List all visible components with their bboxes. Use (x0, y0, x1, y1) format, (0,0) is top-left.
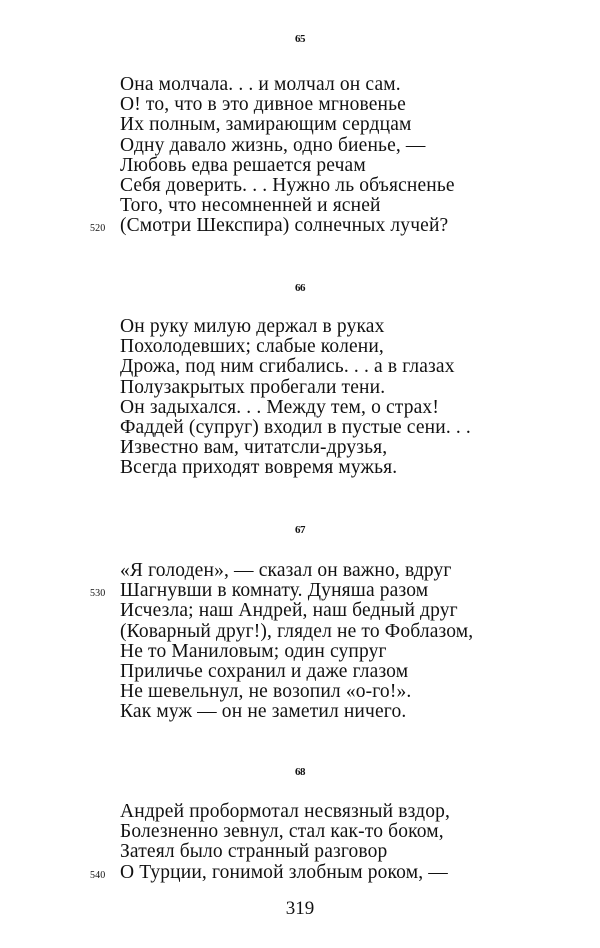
verse-line (90, 215, 590, 237)
verse-line (120, 822, 590, 842)
verse-text: Дрожа, под ним сгибались. . . а в глазах (120, 356, 455, 378)
verse-text: Не то Маниловым; один супруг (120, 640, 387, 662)
verse-line (120, 196, 590, 216)
verse-line (120, 601, 590, 621)
verse-line (120, 702, 590, 722)
verse-line (120, 136, 590, 156)
verse-text: Одну давало жизнь, одно биенье, — (120, 134, 426, 156)
verse-text: (Смотри Шекспира) солнечных лучей? (120, 215, 449, 237)
verse-text: О Турции, гонимой злобным роком, — (120, 861, 448, 883)
verse-line (120, 398, 590, 418)
line-number: 530 (90, 588, 106, 600)
verse-line (120, 115, 590, 135)
stanza-number: 66 (295, 282, 305, 294)
verse-line (120, 95, 590, 115)
verse-text: Болезненно зевнул, стал как-то боком, (120, 821, 444, 843)
verse-text: Как муж — он не заметил ничего. (120, 701, 407, 723)
verse-line (120, 357, 590, 377)
verse-text: Он руку милую держал в руках (120, 316, 385, 337)
stanza (120, 317, 590, 479)
verse-line (120, 176, 590, 196)
stanza-number: 68 (295, 766, 305, 778)
verse-text: Любовь едва решается речам (120, 154, 366, 176)
verse-line (120, 561, 590, 581)
verse-line (120, 622, 590, 642)
verse-text: Фаддей (супруг) входил в пустые сени. . . (120, 416, 471, 438)
page-number: 319 (285, 898, 315, 919)
verse-text: Шагнувши в комнату. Дуняша разом (120, 580, 429, 602)
verse-text: Затеял было странный разговор (120, 841, 388, 863)
verse-text: Андрей пробормотал несвязный вздор, (120, 801, 451, 822)
verse-text: Всегда приходят вовремя мужья. (120, 457, 398, 479)
verse-text: Исчезла; наш Андрей, наш бедный друг (120, 600, 458, 622)
verse-line (120, 458, 590, 478)
verse-text: Их полным, замирающим сердцам (120, 114, 412, 136)
verse-text: Себя доверить. . . Нужно ль объясненье (120, 174, 455, 196)
verse-line (90, 580, 590, 602)
verse-line (120, 75, 590, 95)
verse-line (120, 842, 590, 862)
verse-line (120, 418, 590, 438)
line-number: 520 (90, 223, 106, 235)
verse-line (90, 861, 590, 883)
verse-text: Похолодевших; слабые колени, (120, 336, 384, 358)
stanza (90, 74, 590, 237)
verse-line (120, 317, 590, 337)
verse-text: Полузакрытых пробегали тени. (120, 376, 386, 398)
verse-line (120, 438, 590, 458)
stanza-number: 67 (295, 524, 305, 536)
verse-text: Приличье сохранил и даже глазом (120, 660, 409, 682)
verse-text: Известно вам, читатсли-друзья, (120, 437, 388, 459)
stanza-number: 65 (295, 33, 305, 45)
verse-line (120, 642, 590, 662)
verse-text: «Я голоден», — сказал он важно, вдруг (120, 560, 452, 581)
stanza (90, 560, 590, 723)
verse-text: Не шевельнул, не возопил «о-го!». (120, 681, 412, 703)
stanza (90, 801, 590, 883)
verse-text: Она молчала. . . и молчал он сам. (120, 74, 401, 95)
verse-text: О! то, что в это дивное мгновенье (120, 94, 406, 116)
verse-line (120, 662, 590, 682)
verse-line (120, 802, 590, 822)
verse-line (120, 378, 590, 398)
verse-text: (Коварный друг!), глядел не то Фоблазом, (120, 620, 474, 642)
line-number: 540 (90, 869, 106, 881)
verse-line (120, 337, 590, 357)
verse-line (120, 682, 590, 702)
verse-line (120, 156, 590, 176)
verse-text: Он задыхался. . . Между тем, о страх! (120, 396, 439, 418)
verse-text: Того, что несомненней и ясней (120, 195, 381, 217)
